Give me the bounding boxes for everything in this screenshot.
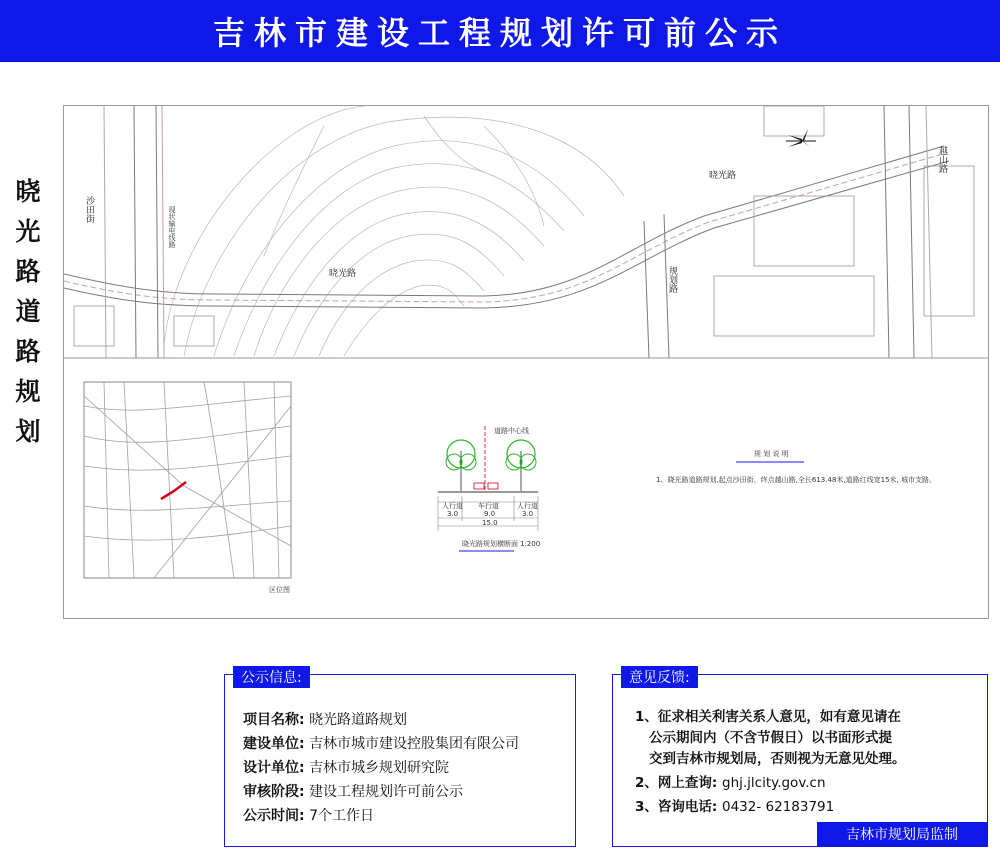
side-title-char: 路: [15, 257, 41, 286]
info-value: 建设工程规划许可前公示: [309, 784, 464, 800]
location-map: [84, 382, 291, 578]
vertical-roads: [104, 106, 932, 358]
power-line-label: 现状输电线路: [168, 206, 176, 248]
info-panel: [224, 670, 576, 847]
notes-title: 规 划 说 明: [754, 450, 789, 458]
side-title-char: 划: [15, 417, 41, 446]
feedback-line-1: 1、征求相关利害关系人意见，如有意见请在: [635, 709, 901, 725]
side-title-char: 光: [15, 217, 41, 246]
info-key: 建设单位:: [243, 736, 305, 752]
section-part-left: 人行道: [442, 502, 463, 510]
web-key: 2、网上查询:: [635, 775, 718, 791]
phone-number: 0432- 62183791: [722, 799, 835, 815]
section-center-label: 道路中心线: [494, 427, 529, 435]
car-icon: [488, 483, 498, 489]
planning-drawing-svg: [64, 106, 988, 618]
side-title-char: 路: [15, 337, 41, 366]
section-dim-total: 15.0: [482, 519, 498, 527]
info-value: 晓光路道路规划: [309, 712, 408, 728]
info-value: 吉林市城市建设控股集团有限公司: [309, 736, 520, 752]
section-part-right: 人行道: [517, 502, 538, 510]
web-link[interactable]: ghj.jlcity.gov.cn: [722, 775, 826, 791]
page-title: 吉林市建设工程规划许可前公示: [212, 14, 787, 52]
feedback-panel: [612, 670, 988, 847]
section-scale: 1:200: [520, 540, 541, 548]
info-row-builder: [243, 733, 519, 753]
planning-drawing: [63, 105, 989, 619]
car-icon: [474, 483, 484, 489]
feedback-web: [635, 773, 826, 794]
section-part-center: 车行道: [478, 502, 499, 510]
info-row-designer: [243, 757, 449, 777]
side-title-char: 道: [15, 297, 41, 326]
section-dim-right: 3.0: [522, 510, 534, 518]
xiaoguang-road: [64, 146, 949, 308]
footer-tag: 吉林市规划局监制: [817, 822, 987, 846]
road-label-shatian: 沙田街: [84, 196, 94, 223]
info-key: 设计单位:: [243, 760, 305, 776]
road-label-guihua: 规划路: [667, 266, 677, 293]
north-arrow-icon: [786, 129, 816, 147]
tree-left-icon: [446, 440, 476, 491]
info-row-duration: [243, 805, 374, 825]
info-value: 吉林市城乡规划研究院: [309, 760, 450, 776]
section-dim-center: 9.0: [484, 510, 496, 518]
phone-key: 3、咨询电话:: [635, 799, 718, 815]
side-title-char: 晓: [15, 177, 41, 206]
road-label-yueshan: 越山路: [937, 146, 947, 173]
side-title: [12, 172, 44, 452]
feedback-line-2: 公示期间内（不含节假日）以书面形式提: [649, 730, 892, 746]
road-label-xiaoguang-2: 晓光路: [709, 171, 737, 181]
info-key: 项目名称:: [243, 712, 305, 728]
info-row-project: [243, 709, 407, 729]
notes-text: 1、晓光路道路规划,起点沙田街、终点越山路,全长613.48米,道路红线宽15米, 城市支路。: [656, 476, 936, 484]
info-key: 公示时间:: [243, 808, 305, 824]
section-dim-left: 3.0: [447, 510, 459, 518]
location-map-caption: 区位图: [269, 586, 290, 594]
feedback-line-3: 交到吉林市规划局，否则视为无意见处理。: [649, 751, 906, 767]
info-key: 审核阶段:: [243, 784, 305, 800]
section-caption: 晓光路规划横断面: [462, 540, 518, 548]
info-value: 7个工作日: [309, 808, 374, 824]
feedback-phone: [635, 797, 834, 818]
tree-right-icon: [506, 440, 536, 491]
side-title-char: 规: [15, 377, 41, 406]
info-panel-tag: 公示信息:: [233, 666, 310, 688]
road-label-xiaoguang: 晓光路: [329, 269, 357, 279]
info-row-stage: [243, 781, 463, 801]
feedback-panel-tag: 意见反馈:: [621, 666, 698, 688]
contour-lines: [164, 106, 624, 356]
header-banner: [0, 0, 1000, 62]
